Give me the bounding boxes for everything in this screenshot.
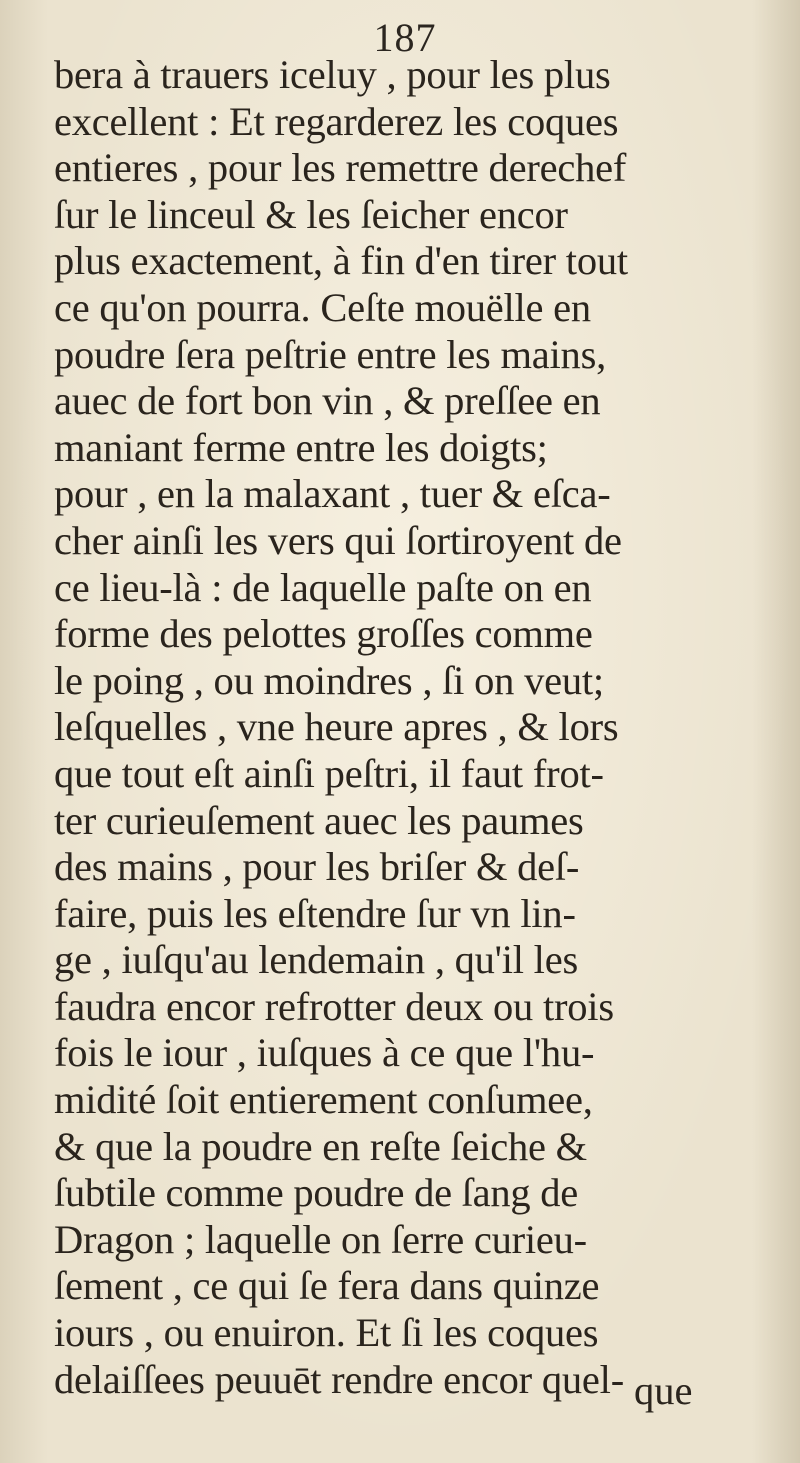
text-line: des mains , pour les briſer & deſ- <box>54 844 580 890</box>
text-line: pour , en la malaxant , tuer & eſca- <box>54 471 611 517</box>
body-text <box>54 52 784 1403</box>
text-line: leſquelles , vne heure apres , & lors <box>54 704 619 750</box>
text-line: forme des pelottes groſſes comme <box>54 611 593 657</box>
text-line: maniant ferme entre les doigts; <box>54 424 548 470</box>
text-line: auec de fort bon vin , & preſſee en <box>54 378 601 424</box>
text-line: cher ainſi les vers qui ſortiroyent de <box>54 517 622 563</box>
text-line: faire, puis les eſtendre ſur vn lin- <box>54 890 576 936</box>
text-line: plus exactement, à fin d'en tirer tout <box>54 238 628 284</box>
text-line: faudra encor refrotter deux ou trois <box>54 983 614 1029</box>
text-line: que tout eſt ainſi peſtri, il faut frot- <box>54 750 604 796</box>
text-line: ce qu'on pourra. Ceſte mouëlle en <box>54 284 591 330</box>
text-line: iours , ou enuiron. Et ſi les coques <box>54 1310 599 1356</box>
text-line: ſur le linceul & les ſeicher encor <box>54 191 568 237</box>
text-line: ſubtile comme poudre de ſang de <box>54 1170 578 1216</box>
text-line: ter curieuſement auec les paumes <box>54 797 584 843</box>
text-line: le poing , ou moindres , ſi on veut; <box>54 657 604 703</box>
text-line: bera à trauers iceluy , pour les plus <box>54 52 611 97</box>
text-line: Dragon ; laquelle on ſerre curieu- <box>54 1216 587 1262</box>
text-line: ce lieu-là : de laquelle paſte on en <box>54 564 592 610</box>
text-line: poudre ſera peſtrie entre les mains, <box>54 331 607 377</box>
catchword: que <box>634 1368 693 1413</box>
text-line: entieres , pour les remettre derechef <box>54 145 627 191</box>
text-line: fois le iour , iuſques à ce que l'hu- <box>54 1030 595 1076</box>
text-line: ge , iuſqu'au lendemain , qu'il les <box>54 937 578 983</box>
text-line: delaiſſees peuuēt rendre encor quel- <box>54 1356 624 1402</box>
text-line: midité ſoit entierement conſumee, <box>54 1077 593 1123</box>
text-line: ſement , ce qui ſe fera dans quinze <box>54 1263 600 1309</box>
page-number: 187 <box>373 15 437 60</box>
text-line: excellent : Et regarderez les coques <box>54 98 619 144</box>
text-line: & que la poudre en reſte ſeiche & <box>54 1123 587 1169</box>
